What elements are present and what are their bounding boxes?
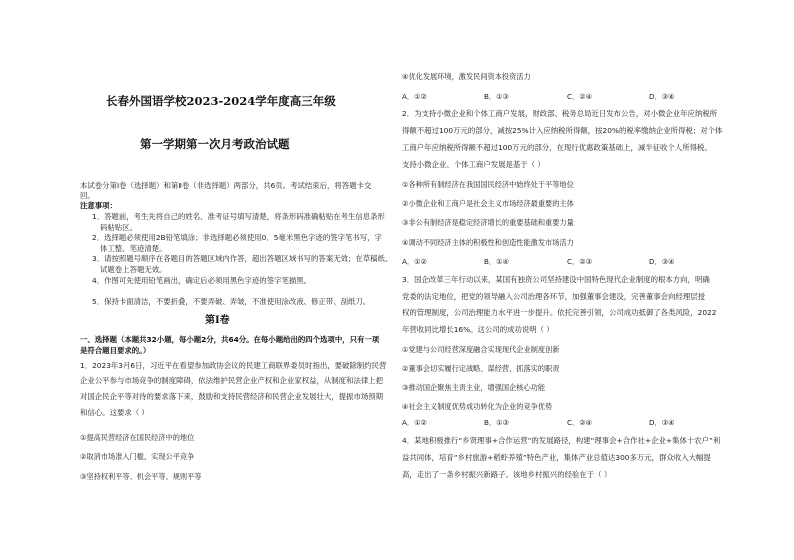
answer-choice-a: A．①② [402, 418, 427, 427]
answer-choice-b: B．①③ [484, 92, 510, 101]
question-text: 得额不超过100万元的部分，减按25%计入应纳税所得额，按20%的税率缴纳企业所得税；对个体 [402, 126, 723, 135]
question-text: 党委的法定地位，把党的领导融入公司治理各环节，加强董事会建设，完善董事会向经理层授 [402, 292, 706, 301]
intro-line: 本试卷分第Ⅰ卷（选择题）和第Ⅱ卷（非选择题）两部分，共6页。考试结束后，将答题卡交 [80, 181, 372, 190]
question-text: 3．国企改革三年行动以来，某国有独资公司坚持建设中国特色现代企业制度的根本方向，明确 [402, 275, 710, 284]
option-statement: ①各种所有制经济在我国国民经济中始终处于平等地位 [402, 180, 574, 189]
notice-item: 1．答题前，考生先将自己的姓名、准考证号填写清楚，将条形码准确粘贴在考生信息条形 [92, 212, 385, 221]
question-text: 支持小微企业、个体工商户发展是基于（ ） [402, 160, 545, 169]
question-text: 1．2023年3月6日，习近平在看望参加政协会议的民建工商联界委员时指出，要破除制约民营 [80, 361, 387, 370]
option-statement: ③非公有制经济是稳定经济增长的重要基础和重要力量 [402, 218, 574, 227]
option-statement: ③推动国企聚焦主责主业，增强国企核心功能 [402, 383, 546, 392]
question-text: 高，走出了一条乡村振兴新路子。该地乡村振兴的经验在于（ ） [402, 470, 612, 479]
answer-choice-d: D．③④ [649, 92, 675, 101]
notice-item: 体工整、笔迹清楚。 [100, 244, 167, 253]
right-column [402, 0, 723, 560]
option-statement: ③坚持权利平等、机会平等、规则平等 [80, 472, 202, 481]
left-column [80, 0, 400, 560]
exam-title-line1: 长春外国语学校2023-2024学年度高三年级 [106, 94, 336, 108]
option-statement: ④调动不同经济主体的积极性和创造性能激发市场活力 [402, 238, 574, 247]
answer-choice-b: B．①④ [484, 257, 510, 266]
answer-choice-c: C．②③ [567, 257, 593, 266]
section-heading: 第Ⅰ卷 [205, 315, 230, 326]
notice-item: 5．保持卡面清洁，不要折叠，不要弄破、弄皱，不准使用涂改液、修正带、刮纸刀。 [92, 297, 371, 306]
option-statement: ②小微企业和工商户是社会主义市场经济最重要的主体 [402, 199, 574, 208]
option-statement: ①党建与公司经营深度融合实现现代企业制度创新 [402, 345, 560, 354]
question-text: 2．为支持小微企业和个体工商户发展，财政部、税务总局近日发布公告，对小微企业年应纳税所 [402, 109, 718, 118]
intro-line: 回。 [80, 191, 95, 200]
question-text: 4．某地积极推行“乡贤理事+合作运营”的发展路径，构建“理事会+合作社+企业+集体十农户”利 [402, 436, 721, 445]
answer-choice-a: A．①② [402, 257, 427, 266]
notice-item: 码粘贴区。 [100, 223, 137, 232]
notice-item: 2．选择题必须使用2B铅笔填涂；非选择题必须使用0．5毫米黑色字迹的签字笔书写，字 [92, 233, 382, 242]
notice-item: 4．作图可先使用铅笔画出，确定后必须用黑色字迹的签字笔描黑。 [92, 276, 312, 285]
option-statement: ①提高民营经济在国民经济中的地位 [80, 433, 195, 442]
answer-choice-d: D．③④ [649, 418, 675, 427]
question-text: 对国企民企平等对待的要求落下来，鼓励和支持民营经济和民营企业发展壮大，提振市场预期 [80, 392, 384, 401]
answer-choice-d: D．③④ [649, 257, 675, 266]
notice-item: 试题卷上答题无效。 [100, 265, 167, 274]
question-text: 权的管理制度，公司治理能力水平进一步提升。依托完善引领，公司成功抵御了各类风险，2022 [402, 308, 717, 317]
question-text: 益共同体，培育“乡村旅游+稻虾养殖”特色产业，集体产业总值达300多万元，群众收入大幅提 [402, 453, 711, 462]
question-text: 和信心。这要求（ ） [80, 408, 149, 417]
answer-choice-a: A．①② [402, 92, 427, 101]
question-text: 年营收同比增长16%。这公司的成功说明（ ） [402, 325, 554, 334]
question-text: 企业公平参与市场竞争的制度障碍，依法维护民营企业产权和企业家权益，从制度和法律上把 [80, 376, 384, 385]
answer-choice-c: C．②④ [567, 92, 593, 101]
question-text: 工商户年应纳税所得额不超过100万元的部分，在现行优惠政策基础上，减半征收个人所得税。 [402, 143, 712, 152]
option-statement: ④优化发展环境，激发民间资本投资活力 [402, 72, 531, 81]
option-statement: ④社会主义制度优势成功转化为企业的竞争优势 [402, 402, 553, 411]
notice-title: 注意事项： [80, 201, 117, 210]
part-instructions: 一、选择题（本题共32小题，每小题2分，共64分。在每小题给出的四个选项中，只有一项 [80, 335, 380, 344]
notice-item: 3．请按照题号顺序在各题目的答题区域内作答，超出答题区域书写的答案无效；在草稿纸、 [92, 254, 393, 263]
exam-title-line2: 第一学期第一次月考政治试题 [140, 137, 290, 151]
answer-choice-b: B．①③ [484, 418, 510, 427]
answer-choice-c: C．②④ [567, 418, 593, 427]
option-statement: ②董事会切实履行定战略、谋经营、抓落实的职责 [402, 364, 560, 373]
part-instructions: 是符合题目要求的。） [80, 346, 151, 355]
option-statement: ②取消市场准入门槛，实现公平竞争 [80, 452, 195, 461]
